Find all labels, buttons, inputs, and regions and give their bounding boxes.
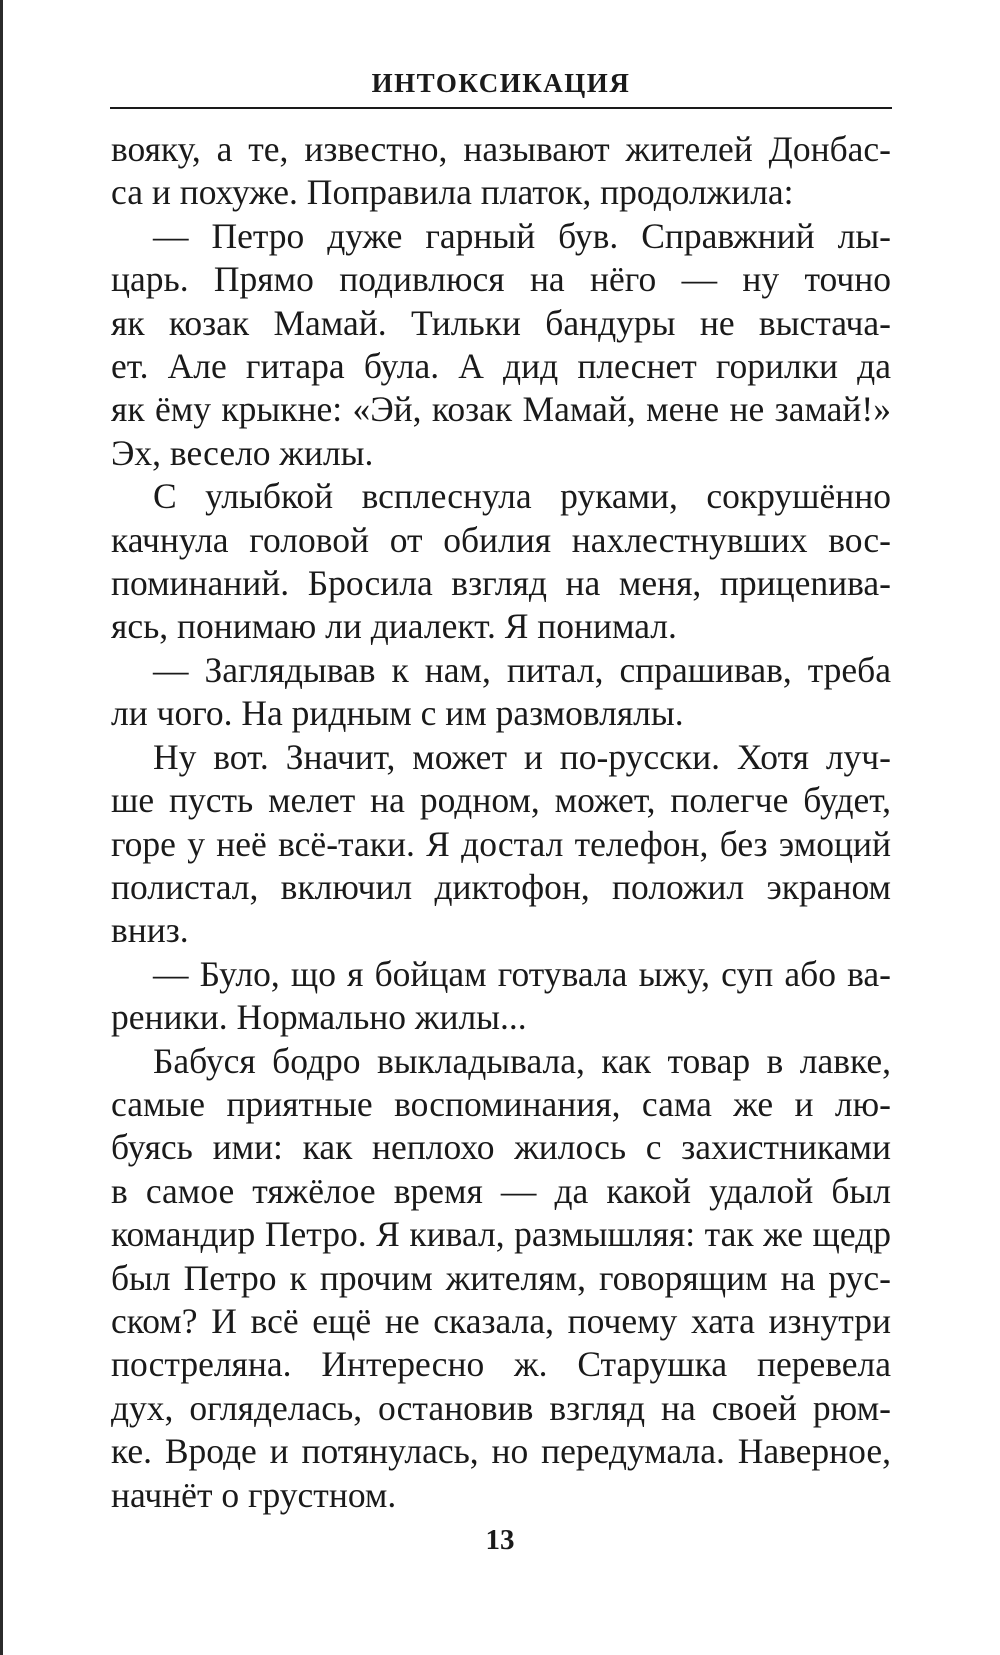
text-line: — Заглядывав к нам, питал, спрашивав, треба [153,649,891,690]
text-line: горе у неё всё-таки. Я достал телефон, без эмоций [111,823,891,864]
text-line: Бабуся бодро выкладывала, как товар в лавке, [153,1040,891,1081]
page-edge-shadow [0,0,3,1655]
text-line: Эх, весело жилы. [111,432,374,473]
text-line: як козак Мамай. Тильки бандуры не выстача- [111,302,891,343]
text-line: дух, огляделась, остановив взгляд на своей рюм- [111,1387,891,1428]
text-line: самые приятные воспоминания, сама же и лю- [111,1083,891,1124]
text-line: Ну вот. Значит, может и по-русски. Хотя луч- [153,736,891,777]
text-line: ском? И всё ещё не сказала, почему хата изнутри [111,1300,891,1341]
text-line: царь. Прямо подивлюся на нёго — ну точно [111,259,891,300]
text-line: ет. Але гитара була. А дид плеснет горилки да [111,346,891,387]
text-line: вояку, а те, известно, называют жителей Донбас- [111,129,891,169]
text-line: начнёт о грустном. [111,1474,397,1515]
page-number: 13 [485,1524,515,1556]
text-line: в самое тяжёлое время — да какой удалой был [111,1170,891,1211]
text-line: реники. Нормально жилы... [111,997,527,1038]
text-line: полистал, включил диктофон, положил экраном [111,866,891,907]
text-line: ясь, понимаю ли диалект. Я понимал. [111,606,677,647]
body-text [111,128,891,1517]
text-line: ше пусть мелет на родном, может, полегче будет, [111,780,891,821]
text-line: поминаний. Бросила взгляд на меня, прицenива- [111,563,891,604]
text-line: ке. Вроде и потянулась, но передумала. Наверное, [111,1431,891,1472]
text-line: был Петро к прочим жителям, говорящим на рус- [111,1257,891,1298]
running-title: ИНТОКСИКАЦИЯ [371,68,631,98]
header-rule [110,107,892,109]
text-line: — Було, що я бойцам готувала ыжу, суп або ва- [153,953,891,994]
text-line: С улыбкой всплеснула руками, сокрушённо [153,476,891,517]
text-line: постреляна. Интересно ж. Старушка перевела [111,1344,891,1385]
text-line: са и похуже. Поправила платок, продолжила: [111,172,794,213]
text-line: качнула головой от обилия нахлестнувших вос- [111,519,891,560]
text-line: ли чого. На ридным с им размовлялы. [111,693,684,734]
text-line: командир Петро. Я кивал, размышляя: так же щедр [111,1214,891,1255]
text-line: буясь ими: как неплохо жилось с захистниками [111,1127,891,1168]
text-line: — Петро дуже гарный був. Справжний лы- [153,215,891,256]
text-line: вниз. [111,910,189,951]
text-line: як ёму крыкне: «Эй, козак Мамай, мене не замай!» [111,389,891,430]
